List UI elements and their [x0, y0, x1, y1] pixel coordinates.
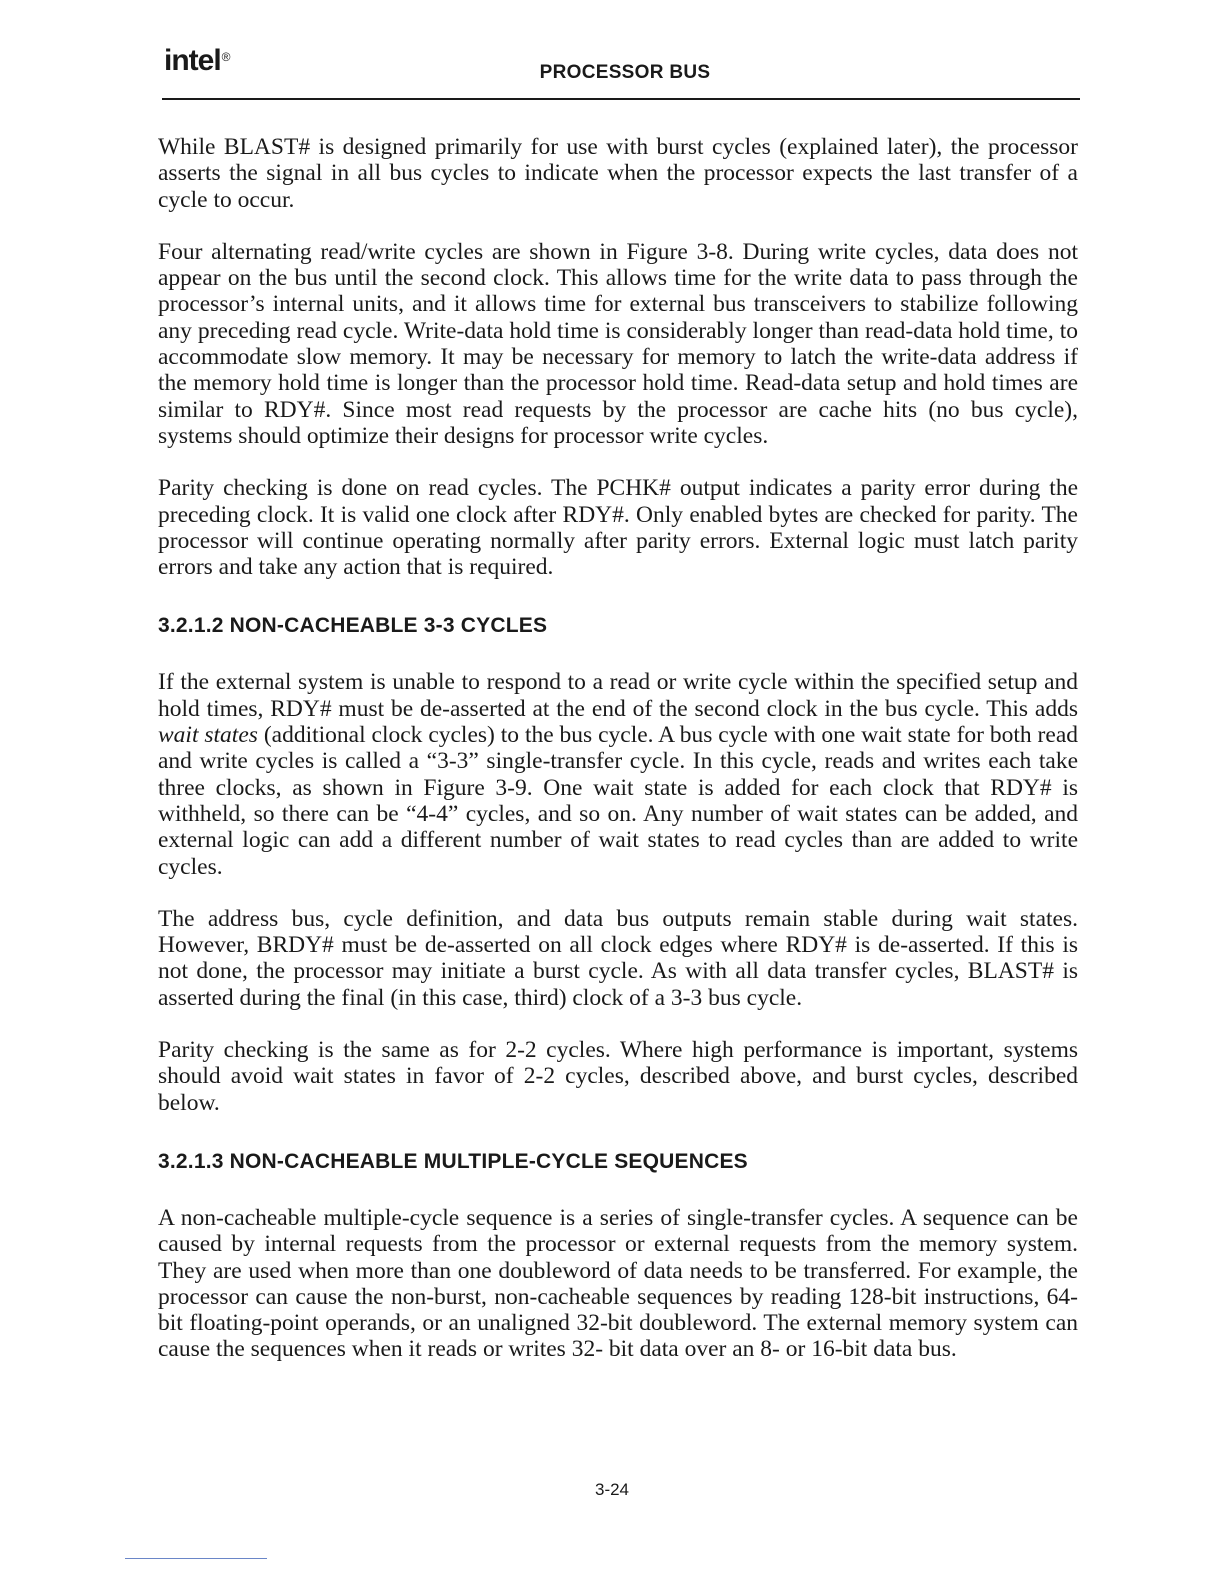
paragraph-wait-states	[158, 669, 1078, 879]
registered-mark: ®	[221, 50, 230, 64]
wait-states-term: wait states	[158, 722, 258, 749]
paragraph-multiple-cycle-sequence: A non-cacheable multiple-cycle sequence is a series of single-transfer cycles. A sequence can be caused by internal requests from the processor or external requests from the memory system. They are used when more than one doubleword of data needs to be transferred. For example, the processor can cause the non-burst, non-cacheable sequences by reading 128-bit instructions, 64-bit floating-point operands, or an unaligned 32-bit doubleword. The external memory system can cause the sequences when it reads or writes 32- bit data over an 8- or 16-bit data bus.	[158, 1204, 1078, 1363]
paragraph-parity-same: Parity checking is the same as for 2-2 cycles. Where high performance is important, systems should avoid wait states in favor of 2-2 cycles, described above, and burst cycles, described below.	[158, 1037, 1078, 1116]
page-header	[162, 40, 1080, 100]
page-number: 3-24	[594, 1480, 630, 1499]
running-head-title: PROCESSOR BUS	[539, 62, 711, 83]
paragraph-parity-checking: Parity checking is done on read cycles. The PCHK# output indicates a parity error during the preceding clock. It is valid one clock after RDY#. Only enabled bytes are checked for parity. The processor will continue operating normally after parity errors. External logic must latch parity errors and take any action that is required.	[158, 475, 1078, 581]
page-body	[158, 134, 1078, 1389]
section-heading-3-3-cycles: 3.2.1.2 NON-CACHEABLE 3-3 CYCLES	[158, 614, 548, 638]
scan-edge-line	[125, 1558, 267, 1559]
paragraph-stable-outputs: The address bus, cycle definition, and data bus outputs remain stable during wait states. However, BRDY# must be de-asserted on all clock edges where RDY# is de-asserted. If this is not done, the processor may initiate a burst cycle. As with all data transfer cycles, BLAST# is asserted during the final (in this case, third) clock of a 3-3 bus cycle.	[158, 905, 1078, 1011]
wait-states-text-start: If the external system is unable to respond to a read or write cycle within the specified setup and hold times, RDY# must be de-asserted at the end of the second clock in the bus cycle. This adds	[158, 669, 1078, 722]
section-heading-multiple-cycle: 3.2.1.3 NON-CACHEABLE MULTIPLE-CYCLE SEQUENCES	[158, 1149, 748, 1173]
intel-logo-text: intel	[164, 44, 221, 77]
wait-states-text-end: (additional clock cycles) to the bus cycle. A bus cycle with one wait state for both read and write cycles is called a “3-3” single-transfer cycle. In this cycle, reads and writes each take three clocks, as shown in Figure 3-9. One wait state is added for each clock that RDY# is withheld, so there can be “4-4” cycles, and so on. Any number of wait states can be added, and external logic can add a different number of wait states to read cycles than are added to write cycles.	[158, 722, 1078, 880]
paragraph-blast: While BLAST# is designed primarily for use with burst cycles (explained later), the processor asserts the signal in all bus cycles to indicate when the processor expects the last transfer of a cycle to occur.	[158, 134, 1078, 213]
paragraph-read-write-cycles: Four alternating read/write cycles are shown in Figure 3-8. During write cycles, data does not appear on the bus until the second clock. This allows time for the write data to pass through the processor’s internal units, and it allows time for external bus transceivers to stabilize following any preceding read cycle. Write-data hold time is considerably longer than read-data hold time, to accommodate slow memory. It may be necessary for memory to latch the write-data address if the memory hold time is longer than the processor hold time. Read-data setup and hold times are similar to RDY#. Since most read requests by the processor are cache hits (no bus cycle), systems should optimize their designs for processor write cycles.	[158, 238, 1078, 449]
